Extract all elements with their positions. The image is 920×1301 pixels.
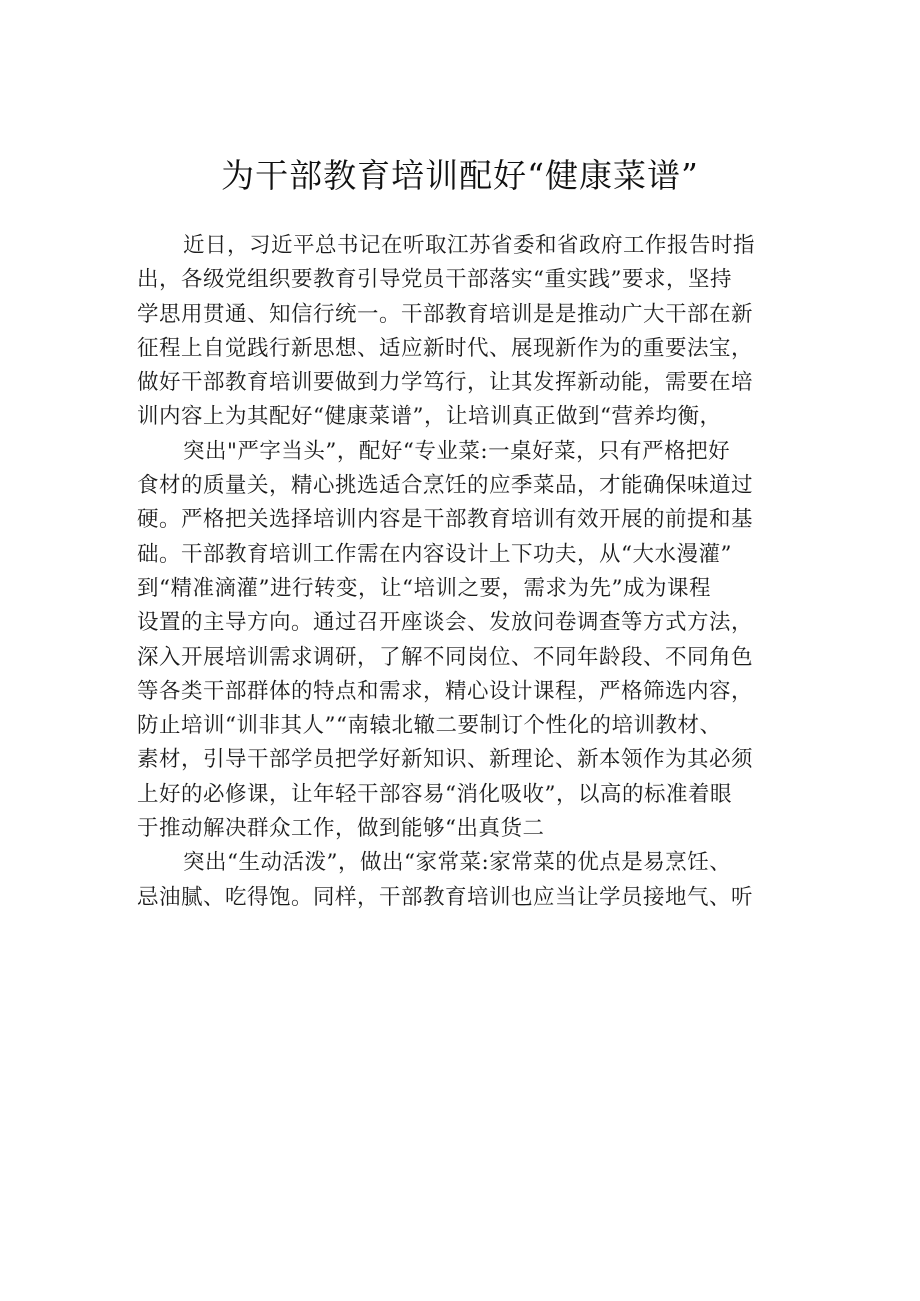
body-line: 食材的质量关，精心挑选适合烹饪的应季菜品，才能确保味道过 bbox=[137, 473, 754, 499]
body-line: 学思用贯通、知信行统一。干部教育培训是是推动广大干部在新 bbox=[137, 301, 754, 327]
body-line: 防止培训“训非其人”“南辕北辙二要制订个性化的培训教材、 bbox=[137, 713, 722, 739]
body-line: 础。干部教育培训工作需在内容设计上下功夫，从“大水漫灌” bbox=[137, 541, 732, 567]
body-line: 近日，习近平总书记在听取江苏省委和省政府工作报告时指 bbox=[183, 233, 756, 258]
document-body bbox=[137, 229, 802, 915]
body-line: 硬。严格把关选择培训内容是干部教育培训有效开展的前提和基 bbox=[137, 507, 754, 533]
body-line: 突出“生动活泼”，做出“家常菜:家常菜的优点是易烹饪、 bbox=[183, 850, 732, 876]
body-line: 于推动解决群众工作，做到能够“出真货二 bbox=[137, 816, 545, 842]
body-line: 等各类干部群体的特点和需求，精心设计课程，严格筛选内容， bbox=[137, 678, 754, 704]
body-line: 做好干部教育培训要做到力学笃行，让其发挥新动能，需要在培 bbox=[137, 370, 754, 396]
body-line: 突出"严字当头”，配好“专业菜:一桌好菜，只有严格把好 bbox=[183, 438, 731, 464]
body-line: 忌油腻、吃得饱。同样，干部教育培训也应当让学员接地气、听 bbox=[137, 884, 754, 910]
body-line: 出，各级党组织要教育引导党员干部落实“重实践”要求，坚持 bbox=[137, 267, 732, 293]
page-title: 为干部教育培训配好“健康菜谱” bbox=[221, 156, 699, 195]
body-line: 征程上自觉践行新思想、适应新时代、展现新作为的重要法宝， bbox=[137, 335, 754, 361]
body-line: 设置的主导方向。通过召开座谈会、发放问卷调查等方式方法， bbox=[137, 610, 754, 636]
body-line: 上好的必修课，让年轻干部容易“消化吸收”，以高的标准着眼 bbox=[137, 781, 732, 807]
body-line: 到“精准滴灌”进行转变，让“培训之要，需求为先”成为课程 bbox=[137, 575, 711, 601]
body-line: 深入开展培训需求调研，了解不同岗位、不同年龄段、不同角色 bbox=[137, 644, 754, 670]
body-line: 训内容上为其配好“健康菜谱”，让培训真正做到“营养均衡， bbox=[137, 404, 722, 430]
body-line: 素材，引导干部学员把学好新知识、新理论、新本领作为其必须 bbox=[137, 747, 754, 773]
